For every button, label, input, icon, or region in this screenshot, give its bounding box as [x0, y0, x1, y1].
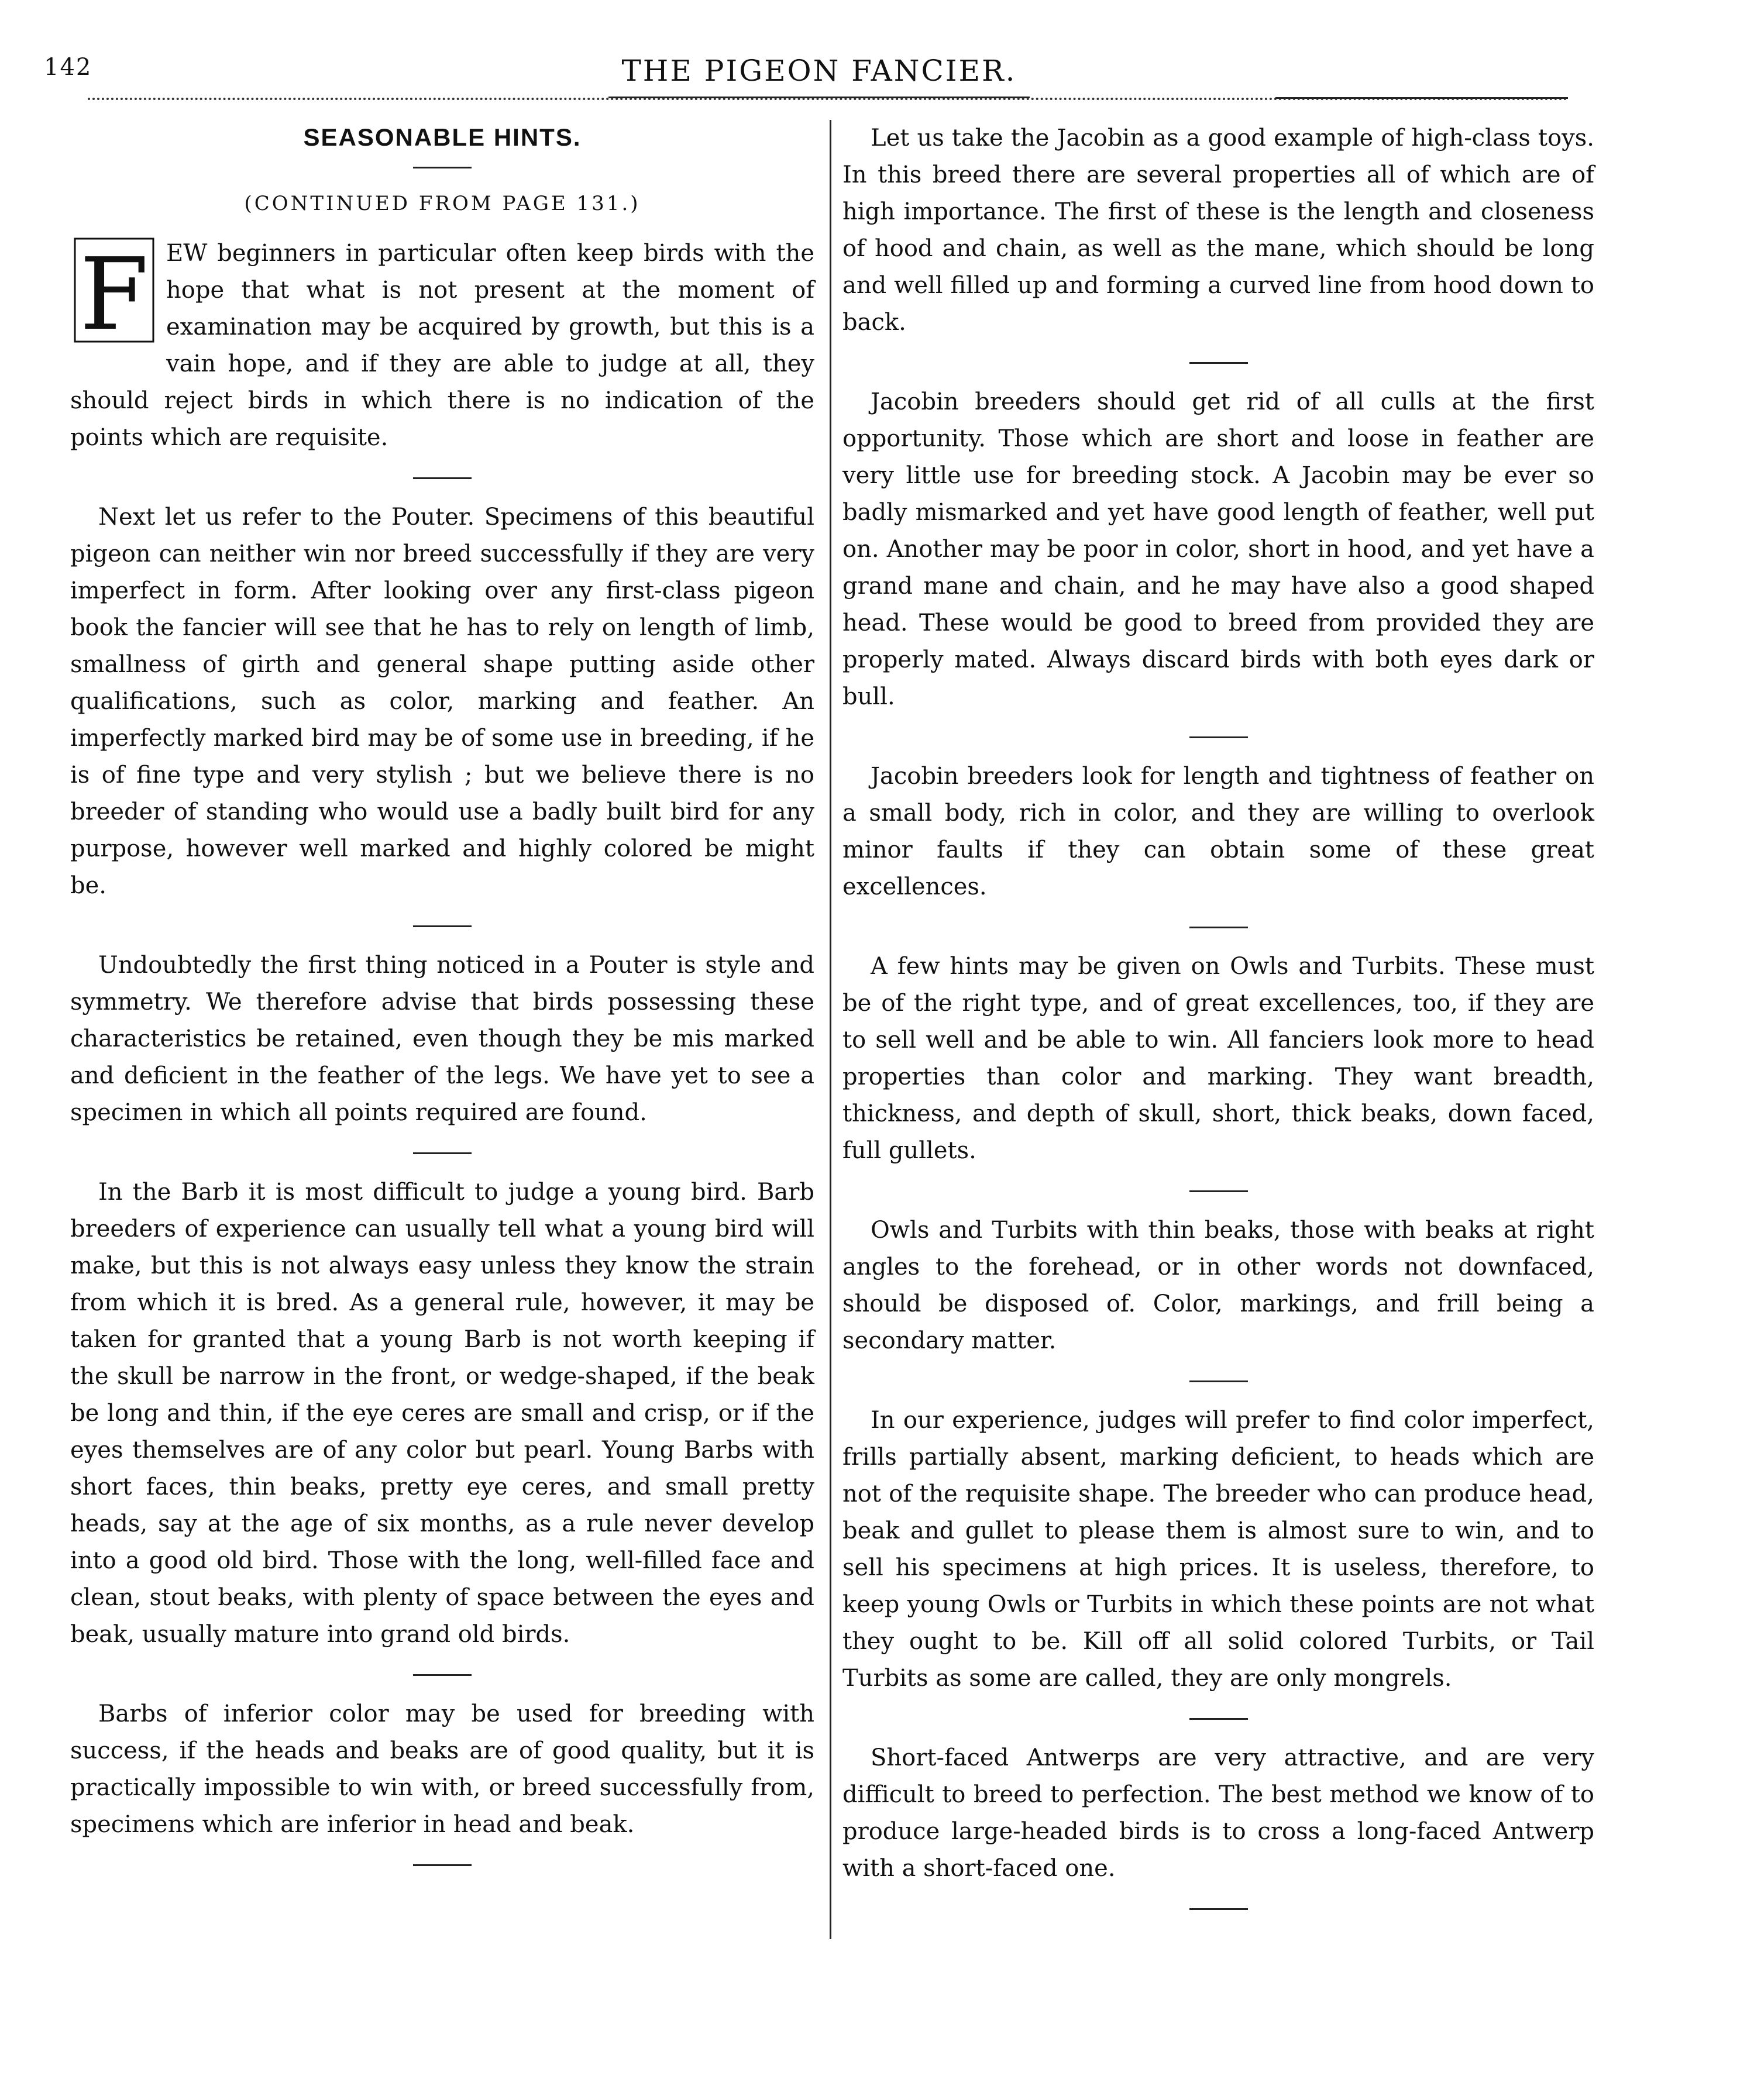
- section-dash: [413, 1864, 472, 1866]
- paragraph: F EW beginners in particular often keep birds with the hope that what is not present at the moment of examination may be acquired by growth, but this is a vain hope, and if they are able to judge at all, they should reject birds in which there is no indication of the points which are requisite.: [70, 235, 814, 456]
- section-dash: [1189, 1381, 1248, 1382]
- right-column: [842, 120, 1594, 1930]
- section-dash: [1189, 362, 1248, 364]
- section-dash: [413, 477, 472, 479]
- section-dash: [413, 1674, 472, 1676]
- page-number: 142: [44, 54, 92, 81]
- paragraph: Short-faced Antwerps are very attractive, and are very difficult to breed to perfection. The best method we know of to produce large-headed birds is to cross a long-faced Antwerp with a short-faced one.: [842, 1744, 1594, 1882]
- header-rule-center: [608, 97, 1030, 98]
- paragraph: In our experience, judges will prefer to find color imperfect, frills partially absent, marking deficient, to heads which are not of the requisite shape. The breeder who can produce head, beak and gullet to please them is almost sure to win, and to sell his specimens at high prices. It is useless, therefore, to keep young Owls or Turbits in which these points are not what they ought to be. Kill off all solid colored Turbits, or Tail Turbits as some are called, they are only mongrels.: [842, 1407, 1594, 1692]
- section-dash: [413, 1152, 472, 1154]
- section-dash: [413, 925, 472, 927]
- paragraph: Jacobin breeders look for length and tightness of feather on a small body, rich in color, and they are willing to overlook minor faults if they can obtain some of these great excellences.: [842, 763, 1594, 900]
- drop-cap-f-icon: [70, 235, 158, 346]
- running-title: THE PIGEON FANCIER.: [621, 54, 1017, 88]
- article-heading: SEASONABLE HINTS.: [303, 123, 582, 151]
- svg-text:F: F: [80, 237, 149, 346]
- continued-note: (CONTINUED FROM PAGE 131.): [244, 192, 641, 215]
- paragraph: Undoubtedly the first thing noticed in a Pouter is style and symmetry. We therefore advise that birds possessing these characteristics be retained, even though they be mis marked and deficient in the feather of the legs. We have yet to see a specimen in which all points required are found.: [70, 952, 814, 1126]
- section-dash: [1189, 927, 1248, 928]
- left-column: [70, 120, 814, 1886]
- section-dash: [413, 167, 472, 168]
- paragraph: In the Barb it is most difficult to judge a young bird. Barb breeders of experience can usually tell what a young bird will make, but this is not always easy unless they know the strain from which it is bred. As a general rule, however, it may be taken for granted that a young Barb is not worth keeping if the skull be narrow in the front, or wedge-shaped, if the beak be long and thin, if the eye ceres are small and crisp, or if the eyes themselves are of any color but pearl. Young Barbs with short faces, thin beaks, pretty eye ceres, and small pretty heads, say at the age of six months, as a rule never develop into a good old bird. Those with the long, well-filled face and clean, stout beaks, with plenty of space between the eyes and beak, usually mature into grand old birds.: [70, 1179, 814, 1648]
- paragraph: Barbs of inferior color may be used for breeding with success, if the heads and beaks are of good quality, but it is practically impossible to win with, or breed successfully from, specimens which are inferior in head and beak.: [70, 1700, 814, 1838]
- section-dash: [1189, 736, 1248, 738]
- paragraph: Let us take the Jacobin as a good example of high-class toys. In this breed there are several properties all of which are of high importance. The first of these is the length and closeness of hood and chain, as well as the mane, which should be long and well filled up and forming a curved line from hood down to back.: [842, 125, 1594, 336]
- column-divider: [830, 120, 831, 1939]
- paragraph: Owls and Turbits with thin beaks, those with beaks at right angles to the forehead, or in other words not downfaced, should be disposed of. Color, markings, and frill being a secondary matter.: [842, 1217, 1594, 1354]
- section-dash: [1189, 1908, 1248, 1910]
- paragraph: Next let us refer to the Pouter. Specimens of this beautiful pigeon can neither win nor breed successfully if they are very imperfect in form. After looking over any first-class pigeon book the fancier will see that he has to rely on length of limb, smallness of girth and general shape putting aside other qualifications, such as color, marking and feather. An imperfectly marked bird may be of some use in breeding, if he is of fine type and very stylish ; but we believe there is no breeder of standing who would use a badly built bird for any purpose, however well marked and highly colored be might be.: [70, 504, 814, 899]
- header-rule-right: [1275, 97, 1568, 99]
- paragraph: A few hints may be given on Owls and Turbits. These must be of the right type, and of great excellences, too, if they are to sell well and be able to win. All fanciers look more to head properties than color and marking. They want breadth, thickness, and depth of skull, short, thick beaks, down faced, full gullets.: [842, 953, 1594, 1164]
- paragraph: Jacobin breeders should get rid of all culls at the first opportunity. Those which are short and loose in feather are very little use for breeding stock. A Jacobin may be ever so badly mismarked and yet have good length of feather, well put on. Another may be poor in color, short in hood, and yet have a grand mane and chain, and he may have also a good shaped head. These would be good to breed from provided they are properly mated. Always discard birds with both eyes dark or bull.: [842, 388, 1594, 710]
- section-dash: [1189, 1718, 1248, 1720]
- section-dash: [1189, 1190, 1248, 1192]
